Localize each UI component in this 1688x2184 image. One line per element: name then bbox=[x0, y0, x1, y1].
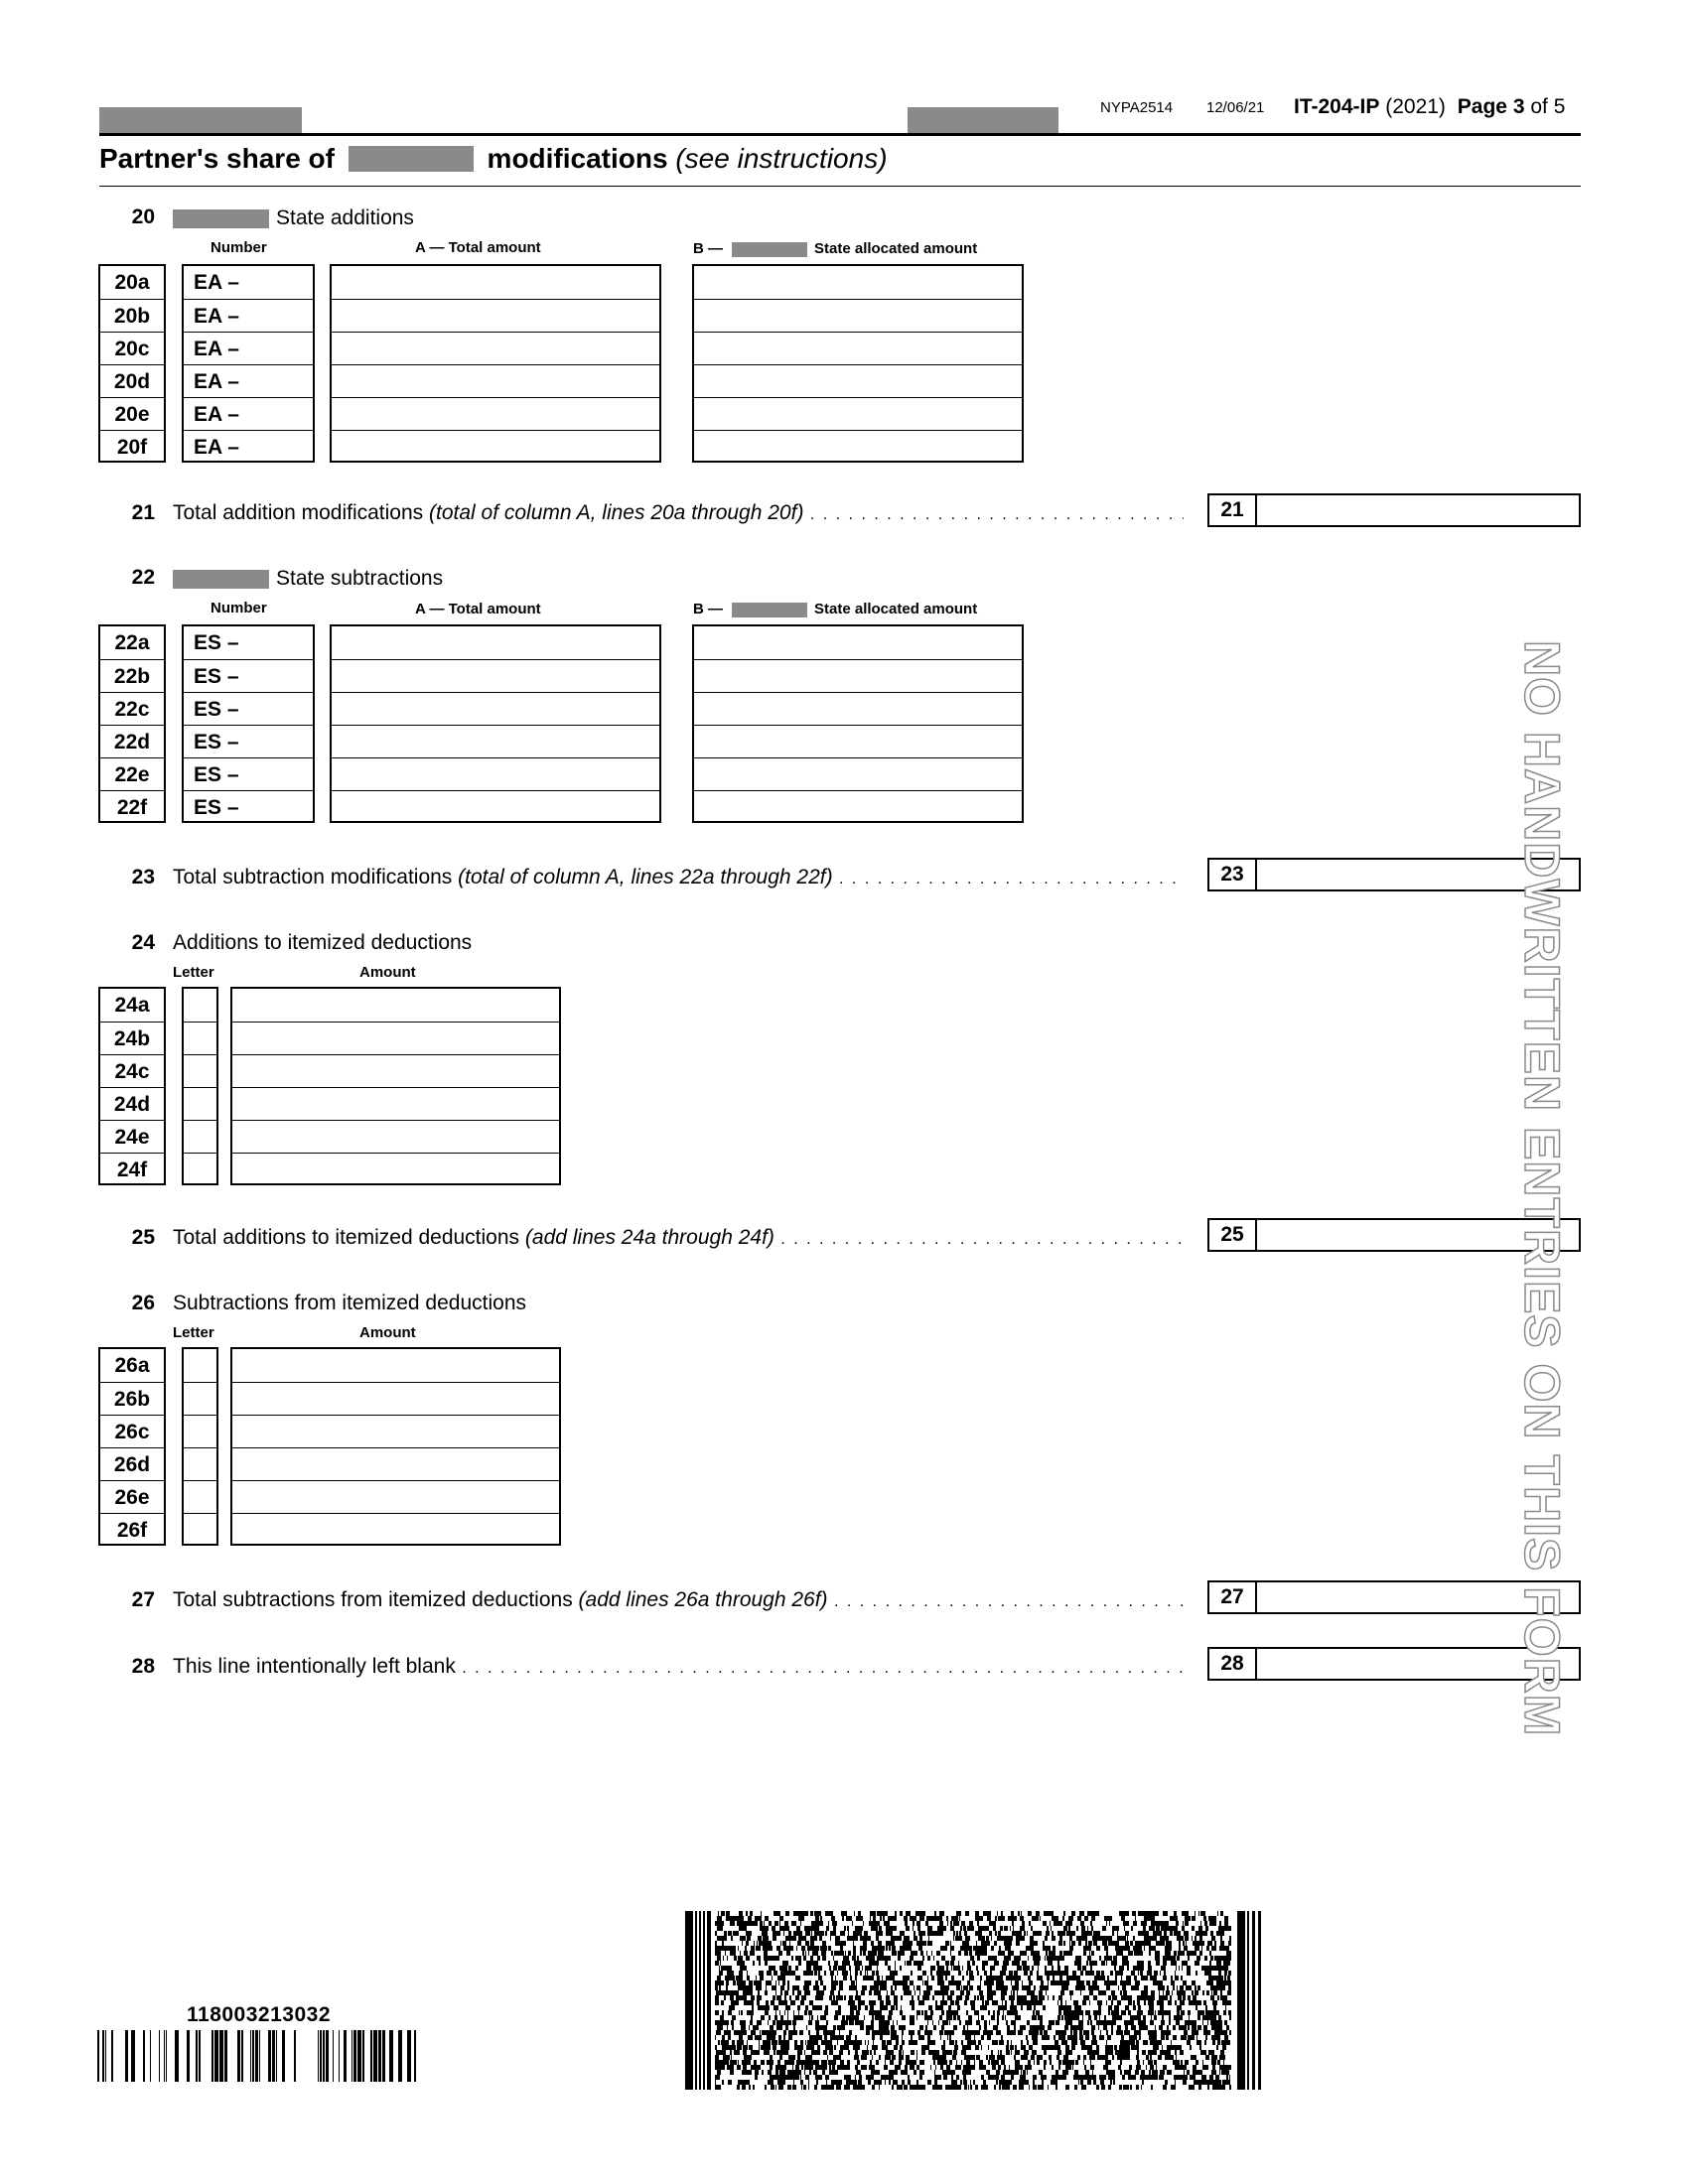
row-label: 26f bbox=[100, 1513, 164, 1544]
line-23-box-number: 23 bbox=[1209, 860, 1257, 889]
row-label: 26d bbox=[100, 1447, 164, 1480]
no-handwriting-watermark: NO HANDWRITTEN ENTRIES ON THIS FORM bbox=[1514, 640, 1570, 1737]
row-label: 24c bbox=[100, 1054, 164, 1087]
letter-field[interactable] bbox=[184, 1480, 216, 1513]
code-field[interactable]: EA – bbox=[184, 430, 313, 461]
line-20-column-b bbox=[692, 264, 1024, 463]
line-26-number: 26 bbox=[131, 1292, 155, 1314]
amount-field[interactable] bbox=[332, 266, 659, 299]
line-26-label: Subtractions from itemized deductions bbox=[173, 1292, 527, 1314]
page-number: 3 bbox=[1512, 95, 1525, 118]
row-label: 26b bbox=[100, 1382, 164, 1415]
line-27-box-number: 27 bbox=[1209, 1582, 1257, 1612]
line-21-italic: (total of column A, lines 20a through 20f) bbox=[429, 501, 804, 524]
barcode-number: 118003213032 bbox=[187, 2003, 331, 2026]
line-22-column-b bbox=[692, 624, 1024, 823]
amount-field[interactable] bbox=[232, 1349, 559, 1382]
line-27-italic: (add lines 26a through 26f) bbox=[578, 1588, 828, 1611]
code-field[interactable]: ES – bbox=[184, 790, 313, 821]
letter-field[interactable] bbox=[184, 1382, 216, 1415]
row-label: 26e bbox=[100, 1480, 164, 1513]
redacted-state-20 bbox=[173, 209, 269, 228]
line-22-number-column bbox=[182, 624, 315, 823]
letter-field[interactable] bbox=[184, 1153, 216, 1183]
line-25-number: 25 bbox=[131, 1226, 155, 1249]
line-24-label: Additions to itemized deductions bbox=[173, 931, 473, 954]
line-25 bbox=[99, 1220, 1184, 1254]
letter-field[interactable] bbox=[184, 1022, 216, 1054]
line-27-number: 27 bbox=[131, 1588, 155, 1611]
line-22-col-b-prefix: B — bbox=[693, 601, 723, 617]
code-field[interactable]: ES – bbox=[184, 659, 313, 692]
amount-field[interactable] bbox=[232, 1415, 559, 1447]
letter-field[interactable] bbox=[184, 1513, 216, 1544]
redacted-state-name bbox=[349, 146, 474, 172]
row-label: 20c bbox=[100, 332, 164, 364]
amount-field[interactable] bbox=[332, 299, 659, 332]
line-24-letter-column bbox=[182, 987, 218, 1185]
section-title-italic: (see instructions) bbox=[675, 143, 888, 174]
amount-field[interactable] bbox=[332, 430, 659, 461]
amount-field[interactable] bbox=[232, 1054, 559, 1087]
line-21 bbox=[99, 495, 1184, 529]
amount-field[interactable] bbox=[694, 692, 1022, 725]
redacted-state-20b bbox=[732, 242, 807, 257]
code-field[interactable]: ES – bbox=[184, 757, 313, 790]
amount-field[interactable] bbox=[694, 626, 1022, 659]
row-label: 20b bbox=[100, 299, 164, 332]
row-label: 24a bbox=[114, 994, 150, 1017]
amount-field[interactable] bbox=[332, 332, 659, 364]
section-title-b: modifications bbox=[487, 143, 668, 174]
row-label: 22b bbox=[100, 659, 164, 692]
row-label: 22a bbox=[114, 631, 150, 654]
line-22-row-labels bbox=[98, 624, 166, 823]
pdf417-barcode-icon bbox=[685, 1911, 1261, 2090]
amount-field[interactable] bbox=[332, 364, 659, 397]
amount-field[interactable] bbox=[232, 1382, 559, 1415]
line-20-col-number: Number bbox=[211, 239, 267, 256]
row-label: 20e bbox=[100, 397, 164, 430]
line-24-col-amount: Amount bbox=[359, 964, 416, 981]
page-of: of 5 bbox=[1530, 95, 1566, 118]
line-20-number: 20 bbox=[131, 205, 155, 228]
line-22-column-a bbox=[330, 624, 661, 823]
letter-field[interactable] bbox=[184, 1120, 216, 1153]
amount-field[interactable] bbox=[694, 757, 1022, 790]
code-field[interactable]: ES – bbox=[184, 725, 313, 757]
line-25-italic: (add lines 24a through 24f) bbox=[524, 1226, 774, 1249]
section-title-a: Partner's share of bbox=[99, 143, 335, 174]
page-label: Page bbox=[1457, 95, 1507, 118]
line-25-label: Total additions to itemized deductions bbox=[173, 1226, 520, 1249]
code-field[interactable]: EA – bbox=[194, 271, 239, 294]
amount-field[interactable] bbox=[694, 790, 1022, 821]
letter-field[interactable] bbox=[184, 1349, 216, 1382]
line-25-text bbox=[173, 1226, 1184, 1250]
row-label: 22d bbox=[100, 725, 164, 757]
letter-field[interactable] bbox=[184, 1447, 216, 1480]
line-21-label: Total addition modifications bbox=[173, 501, 424, 524]
form-code: NYPA2514 bbox=[1100, 99, 1174, 116]
amount-field[interactable] bbox=[332, 790, 659, 821]
line-20-row-labels bbox=[98, 264, 166, 463]
line-20-col-b-prefix: B — bbox=[693, 240, 723, 257]
line-27 bbox=[99, 1582, 1184, 1616]
header-rule bbox=[99, 133, 1581, 136]
amount-field[interactable] bbox=[232, 1480, 559, 1513]
redacted-name-block-left bbox=[99, 107, 302, 133]
line-20-label: State additions bbox=[276, 206, 414, 229]
row-label: 26c bbox=[100, 1415, 164, 1447]
title-rule bbox=[99, 186, 1581, 187]
amount-field[interactable] bbox=[332, 397, 659, 430]
amount-field[interactable] bbox=[232, 989, 559, 1022]
amount-field[interactable] bbox=[694, 397, 1022, 430]
line-21-number: 21 bbox=[131, 501, 155, 524]
row-label: 20d bbox=[100, 364, 164, 397]
amount-field[interactable] bbox=[232, 1087, 559, 1120]
row-label: 26a bbox=[114, 1354, 150, 1377]
line-26-amount-column bbox=[230, 1347, 561, 1546]
row-label: 22c bbox=[100, 692, 164, 725]
redacted-state-22b bbox=[732, 603, 807, 617]
code-field[interactable]: EA – bbox=[184, 364, 313, 397]
amount-field[interactable] bbox=[694, 659, 1022, 692]
line-20-column-a bbox=[330, 264, 661, 463]
row-label: 24b bbox=[100, 1022, 164, 1054]
amount-field[interactable] bbox=[694, 332, 1022, 364]
line-26-col-amount: Amount bbox=[359, 1324, 416, 1341]
amount-field[interactable] bbox=[694, 364, 1022, 397]
row-label: 20a bbox=[114, 271, 150, 294]
line-23 bbox=[99, 860, 1184, 893]
code-field[interactable]: ES – bbox=[184, 692, 313, 725]
code-field[interactable]: EA – bbox=[184, 299, 313, 332]
row-label: 24f bbox=[100, 1153, 164, 1183]
amount-field[interactable] bbox=[332, 725, 659, 757]
amount-field[interactable] bbox=[332, 659, 659, 692]
line-22-col-b: State allocated amount bbox=[814, 601, 978, 617]
line-21-text bbox=[173, 501, 1184, 525]
amount-field[interactable] bbox=[332, 692, 659, 725]
linear-barcode-icon bbox=[97, 2030, 421, 2082]
amount-field[interactable] bbox=[232, 1153, 559, 1183]
line-21-box-number: 21 bbox=[1209, 495, 1257, 525]
line-23-italic: (total of column A, lines 22a through 22f) bbox=[458, 866, 833, 888]
letter-field[interactable] bbox=[184, 1415, 216, 1447]
line-28-text bbox=[173, 1655, 1184, 1679]
line-27-text bbox=[173, 1588, 1184, 1612]
line-25-box-number: 25 bbox=[1209, 1220, 1257, 1250]
amount-field[interactable] bbox=[232, 1120, 559, 1153]
code-field[interactable]: EA – bbox=[184, 332, 313, 364]
amount-field[interactable] bbox=[232, 1022, 559, 1054]
amount-field[interactable] bbox=[694, 266, 1022, 299]
redacted-id-block-right bbox=[908, 107, 1058, 133]
code-field[interactable]: ES – bbox=[194, 631, 239, 654]
line-20-col-b: State allocated amount bbox=[814, 240, 978, 257]
line-20-col-a: A — Total amount bbox=[415, 239, 541, 256]
amount-field[interactable] bbox=[332, 757, 659, 790]
line-22-number: 22 bbox=[131, 566, 155, 589]
line-24-amount-column bbox=[230, 987, 561, 1185]
line-26-row-labels bbox=[98, 1347, 166, 1546]
letter-field[interactable] bbox=[184, 1054, 216, 1087]
line-28-box-number: 28 bbox=[1209, 1649, 1257, 1679]
line-28-label: This line intentionally left blank bbox=[173, 1655, 456, 1678]
form-year: (2021) bbox=[1385, 95, 1446, 118]
row-label: 24d bbox=[100, 1087, 164, 1120]
amount-field[interactable] bbox=[694, 430, 1022, 461]
line-22-label: State subtractions bbox=[276, 567, 444, 590]
row-label: 20f bbox=[100, 430, 164, 461]
line-23-label: Total subtraction modifications bbox=[173, 866, 453, 888]
section-title bbox=[99, 143, 888, 175]
amount-field[interactable] bbox=[694, 725, 1022, 757]
letter-field[interactable] bbox=[184, 989, 216, 1022]
form-id-header bbox=[1294, 95, 1565, 119]
line-22-col-number: Number bbox=[211, 600, 267, 616]
line-24-number: 24 bbox=[131, 931, 155, 954]
form-id: IT-204-IP bbox=[1294, 95, 1380, 118]
form-date: 12/06/21 bbox=[1206, 99, 1265, 116]
line-26-col-letter: Letter bbox=[173, 1324, 214, 1341]
row-label: 22e bbox=[100, 757, 164, 790]
line-26-letter-column bbox=[182, 1347, 218, 1546]
redacted-state-22 bbox=[173, 570, 269, 589]
letter-field[interactable] bbox=[184, 1087, 216, 1120]
line-24-col-letter: Letter bbox=[173, 964, 214, 981]
line-27-label: Total subtractions from itemized deductions bbox=[173, 1588, 573, 1611]
row-label: 22f bbox=[100, 790, 164, 821]
row-label: 24e bbox=[100, 1120, 164, 1153]
line-28 bbox=[99, 1649, 1184, 1683]
line-23-number: 23 bbox=[131, 866, 155, 888]
line-21-box[interactable] bbox=[1207, 493, 1581, 527]
line-24-row-labels bbox=[98, 987, 166, 1185]
amount-field[interactable] bbox=[232, 1513, 559, 1544]
amount-field[interactable] bbox=[694, 299, 1022, 332]
code-field[interactable]: EA – bbox=[184, 397, 313, 430]
line-23-text bbox=[173, 866, 1184, 889]
amount-field[interactable] bbox=[332, 626, 659, 659]
amount-field[interactable] bbox=[232, 1447, 559, 1480]
line-22-col-a: A — Total amount bbox=[415, 601, 541, 617]
line-28-number: 28 bbox=[131, 1655, 155, 1678]
line-20-number-column bbox=[182, 264, 315, 463]
